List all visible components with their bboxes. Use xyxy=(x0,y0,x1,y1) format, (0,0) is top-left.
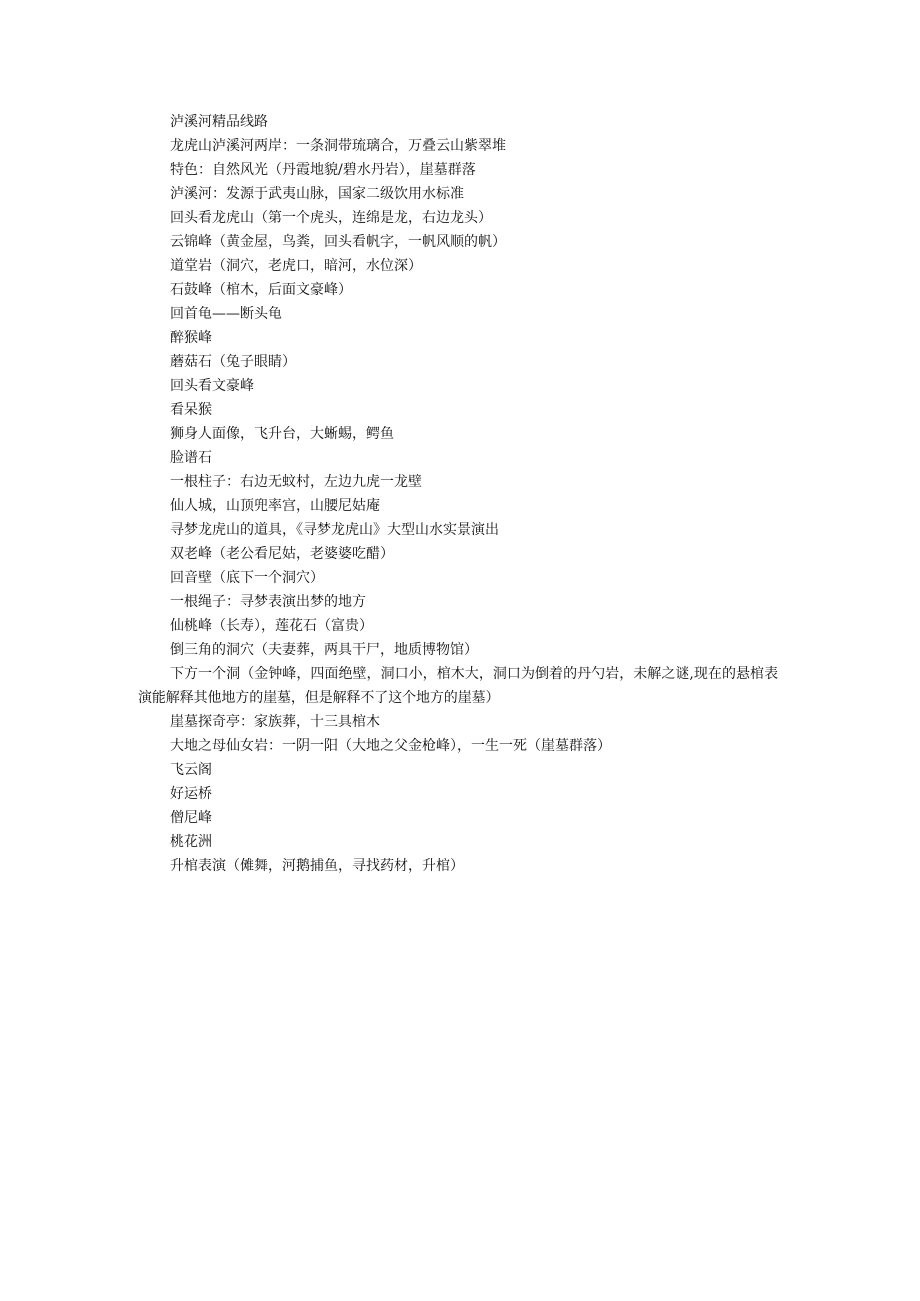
paragraph: 回音壁（底下一个洞穴） xyxy=(170,570,324,586)
paragraph: 特色：自然风光（丹霞地貌/碧水丹岩），崖墓群落 xyxy=(170,162,476,178)
paragraph: 回头看文豪峰 xyxy=(170,378,254,394)
paragraph: 石鼓峰（棺木，后面文豪峰） xyxy=(170,282,352,298)
paragraph: 脸谱石 xyxy=(170,450,212,466)
paragraph: 云锦峰（黄金屋，鸟粪，回头看帆字，一帆风顺的帆） xyxy=(170,234,506,250)
paragraph: 双老峰（老公看尼姑，老婆婆吃醋） xyxy=(170,546,394,562)
paragraph: 飞云阁 xyxy=(170,762,212,778)
paragraph: 僧尼峰 xyxy=(170,810,212,826)
paragraph: 醉猴峰 xyxy=(170,330,212,346)
paragraph: 仙桃峰（长寿），莲花石（富贵） xyxy=(170,618,373,634)
paragraph: 倒三角的洞穴（夫妻葬，两具干尸，地质博物馆） xyxy=(170,642,478,658)
paragraph: 一根绳子：寻梦表演出梦的地方 xyxy=(170,594,366,610)
paragraph: 一根柱子：右边无蚊村，左边九虎一龙壁 xyxy=(170,474,422,490)
paragraph: 仙人城，山顶兜率宫，山腰尼姑庵 xyxy=(170,498,380,514)
paragraph: 看呆猴 xyxy=(170,402,212,418)
paragraph: 好运桥 xyxy=(170,786,212,802)
paragraph: 道堂岩（洞穴，老虎口，暗河，水位深） xyxy=(170,258,422,274)
route-title: 泸溪河精品线路 xyxy=(170,114,268,130)
paragraph-multiline: 下方一个洞（金钟峰，四面绝壁，洞口小，棺木大，洞口为倒着的丹勺岩，未解之谜,现在的悬棺表演能解释其他地方的崖墓，但是解释不了这个地方的崖墓） xyxy=(138,666,778,706)
paragraph: 升棺表演（傩舞，河鹅捕鱼，寻找药材，升棺） xyxy=(170,858,464,874)
paragraph: 龙虎山泸溪河两岸：一条洞带琉璃合，万叠云山紫翠堆 xyxy=(170,138,506,154)
paragraph: 寻梦龙虎山的道具，《寻梦龙虎山》大型山水实景演出 xyxy=(170,522,499,538)
paragraph: 桃花洲 xyxy=(170,834,212,850)
paragraph: 狮身人面像，飞升台，大蜥蜴，鳄鱼 xyxy=(170,426,394,442)
paragraph: 回头看龙虎山（第一个虎头，连绵是龙，右边龙头） xyxy=(170,210,492,226)
paragraph: 回首龟——断头龟 xyxy=(170,306,282,322)
paragraph: 崖墓探奇亭：家族葬，十三具棺木 xyxy=(170,714,380,730)
document-body xyxy=(138,110,778,878)
paragraph: 大地之母仙女岩：一阴一阳（大地之父金枪峰），一生一死（崖墓群落） xyxy=(170,738,611,754)
paragraph: 蘑菇石（兔子眼睛） xyxy=(170,354,296,370)
paragraph: 泸溪河：发源于武夷山脉，国家二级饮用水标准 xyxy=(170,186,464,202)
